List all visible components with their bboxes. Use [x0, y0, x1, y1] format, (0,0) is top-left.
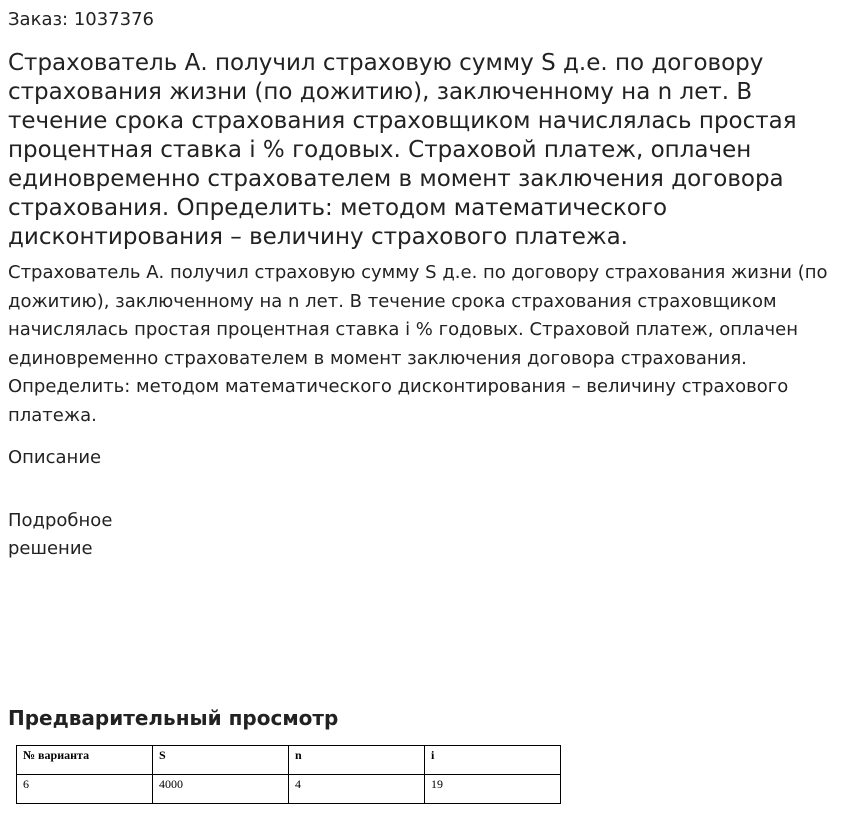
- table-cell: 19: [425, 775, 561, 804]
- table-cell: 4000: [153, 775, 289, 804]
- table-cell: 4: [289, 775, 425, 804]
- task-description-text: Страхователь А. получил страховую сумму S д.е. по договору страхования жизни (по дожитию), заключенному на n лет. В течение срока страхования страховщиком начислялась простая процентная ставка i % годовых. Страховой платеж, оплачен единовременно страхователем в момент заключения договора страхования. Определить: методом математического дисконтирования – величину страхового платежа.: [8, 262, 828, 426]
- description-label: Описание: [8, 447, 102, 468]
- solution-label: Подробное решение: [8, 510, 113, 559]
- table-header-row: [17, 746, 561, 775]
- preview-table: [16, 745, 561, 804]
- table-cell: 6: [17, 775, 153, 804]
- task-title: Страхователь А. получил страховую сумму S д.е. по договору страхования жизни (по дожитию), заключенному на n лет. В течение срока страхования страховщиком начислялась простая процентная ставка i % годовых. Страховой платеж, оплачен единовременно страхователем в момент заключения договора страхования. Определить: методом математического дисконтирования – величину страхового платежа.: [8, 50, 797, 250]
- table-header-cell: i: [425, 746, 561, 775]
- table-header-cell: n: [289, 746, 425, 775]
- table-header-cell: S: [153, 746, 289, 775]
- preview-title: Предварительный просмотр: [8, 706, 339, 730]
- table-header-cell: № варианта: [17, 746, 153, 775]
- table-row: [17, 775, 561, 804]
- order-number: Заказ: 1037376: [8, 9, 154, 30]
